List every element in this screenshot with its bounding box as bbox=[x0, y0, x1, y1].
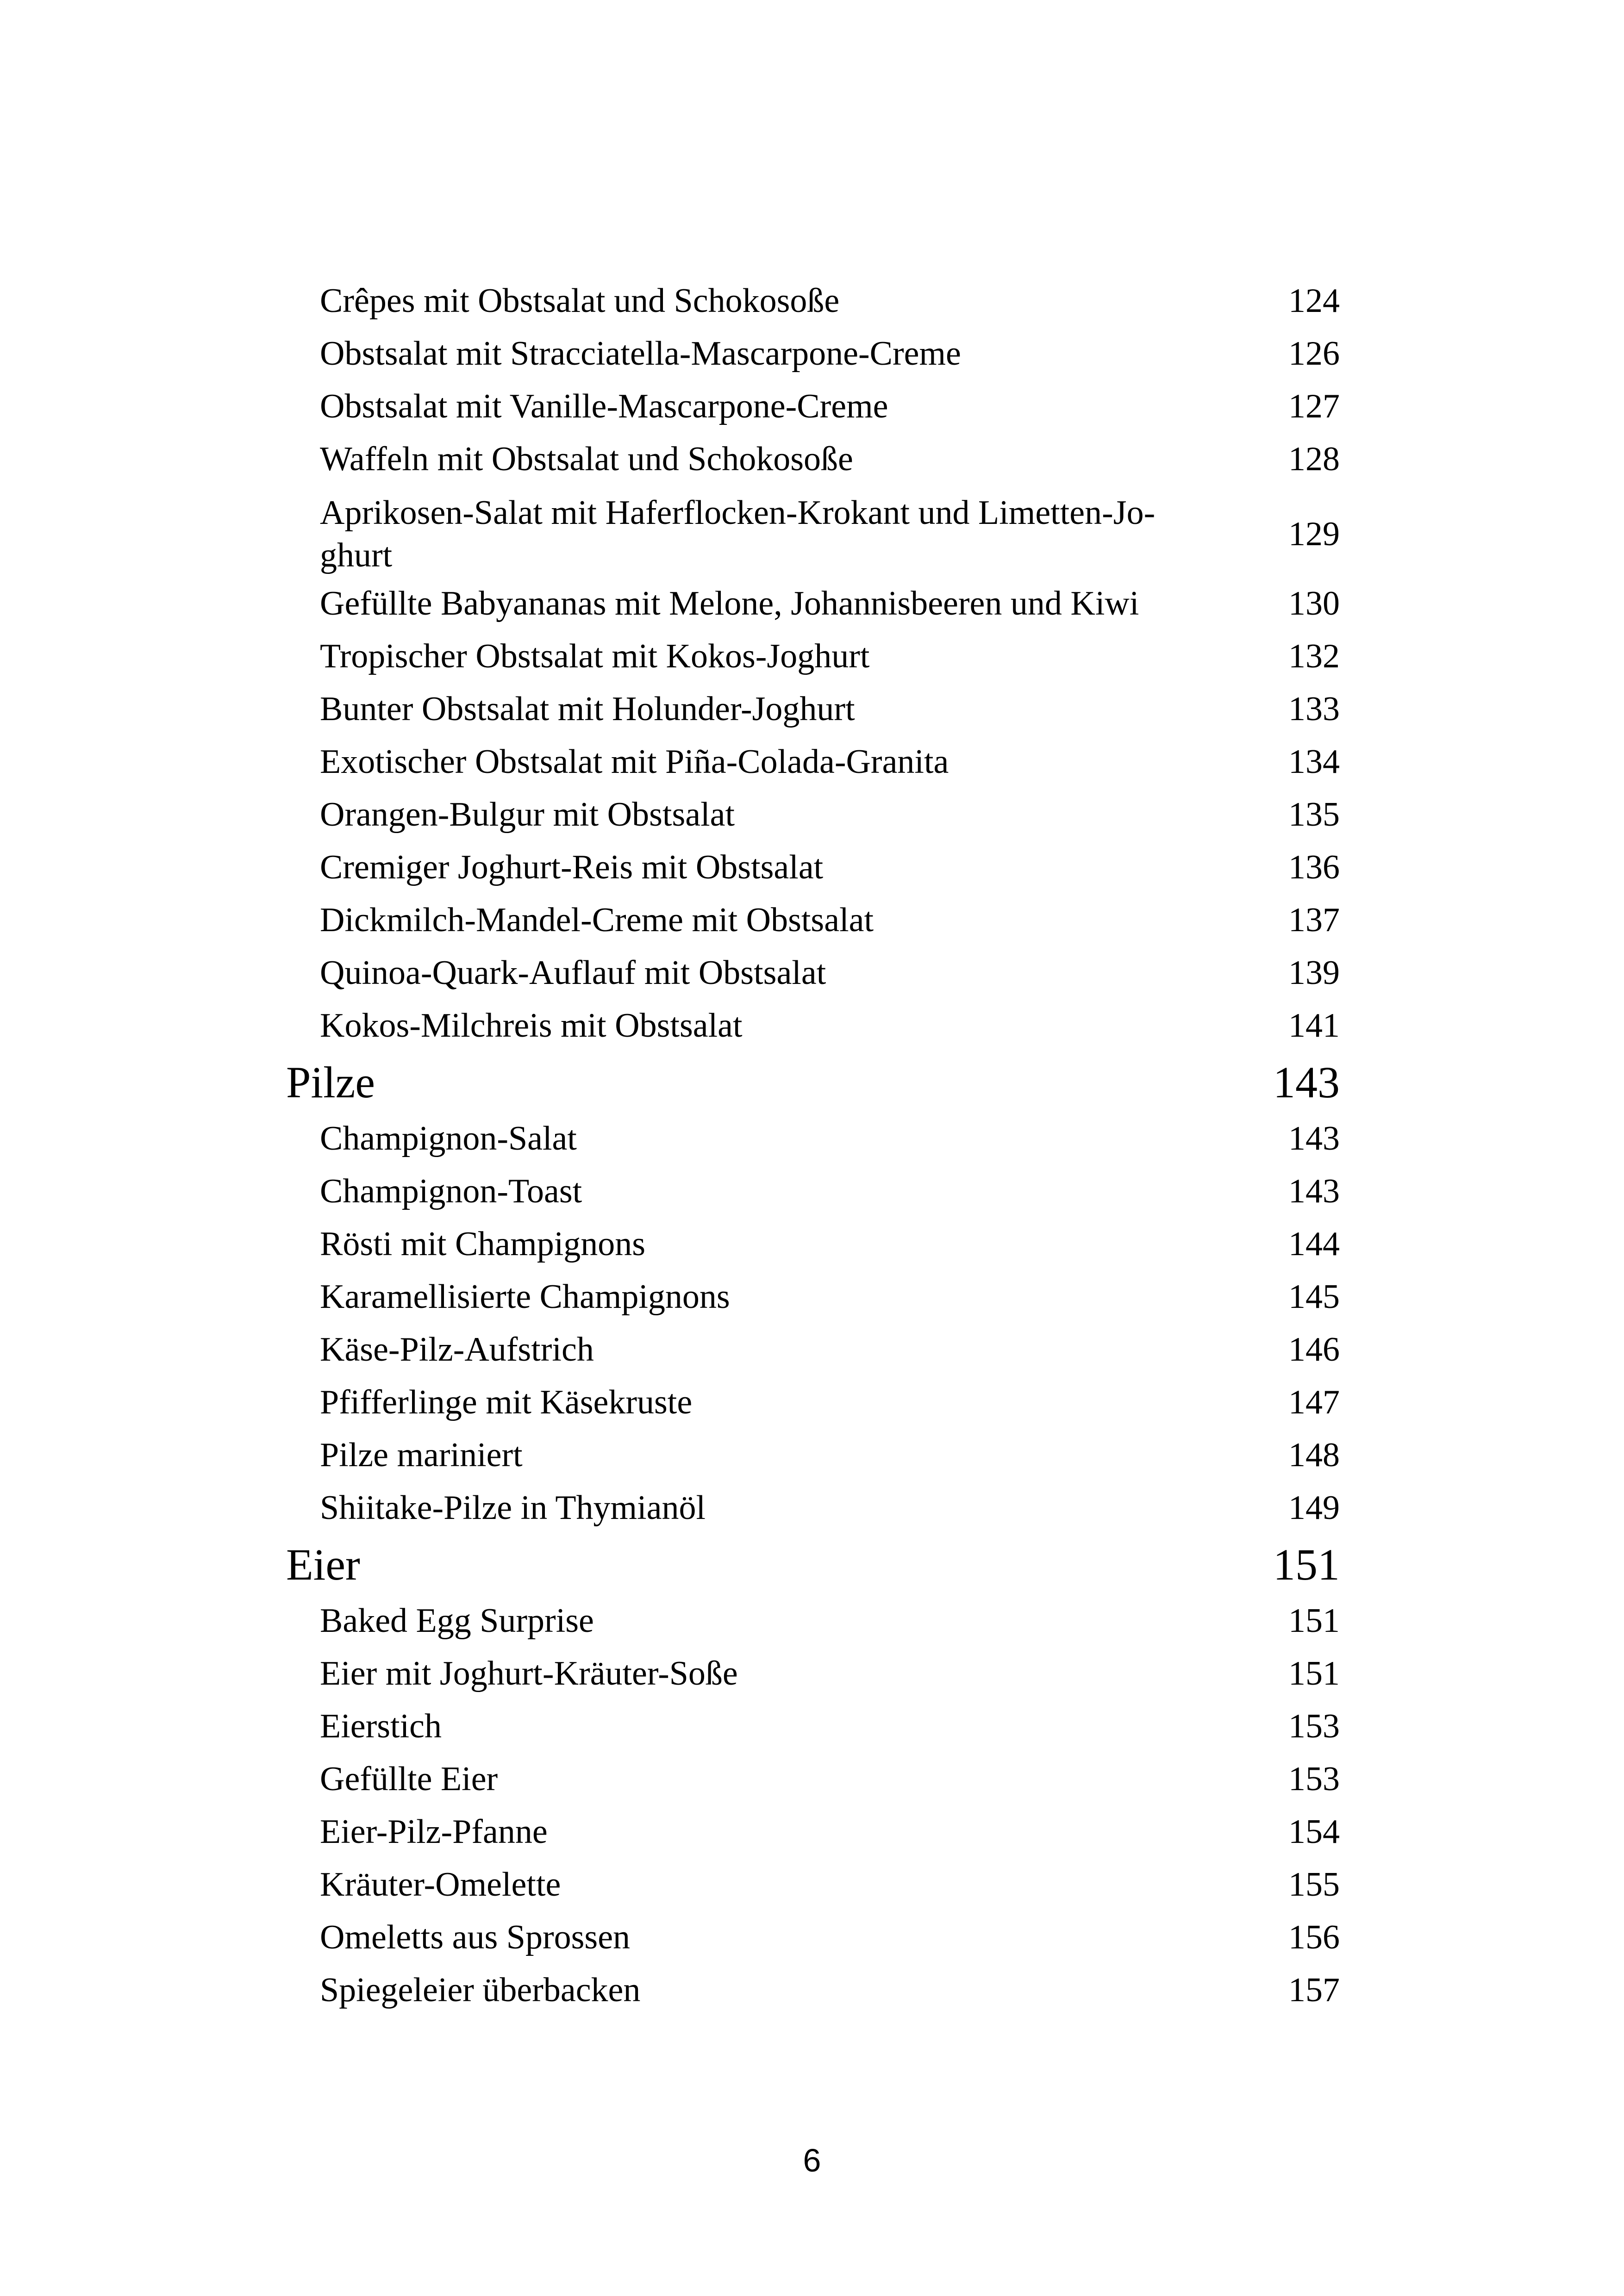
page-ref: 148 bbox=[1288, 1436, 1340, 1474]
toc-entry bbox=[0, 952, 1624, 994]
toc-entry bbox=[0, 280, 1624, 322]
entry-title: Spiegeleier überbacken bbox=[320, 1971, 641, 2009]
page-ref: 141 bbox=[1288, 1007, 1340, 1045]
page-ref: 143 bbox=[1288, 1172, 1340, 1210]
entry-title: Champignon-Toast bbox=[320, 1172, 582, 1210]
entry-title: Obstsalat mit Stracciatella-Mascarpone-Creme bbox=[320, 335, 961, 373]
toc-entry bbox=[0, 1004, 1624, 1047]
toc-entry bbox=[0, 1652, 1624, 1695]
entry-title: Eier-Pilz-Pfanne bbox=[320, 1813, 548, 1851]
entry-title: Dickmilch-Mandel-Creme mit Obstsalat bbox=[320, 901, 874, 939]
page-number: 6 bbox=[803, 2142, 821, 2178]
entry-title: Eierstich bbox=[320, 1707, 442, 1745]
entry-title: Tropischer Obstsalat mit Kokos-Joghurt bbox=[320, 637, 870, 675]
page-ref: 155 bbox=[1288, 1866, 1340, 1904]
entry-title: Pilze mariniert bbox=[320, 1436, 523, 1474]
section-title: Eier bbox=[286, 1540, 360, 1589]
toc-entry bbox=[0, 438, 1624, 480]
toc-entry bbox=[0, 1434, 1624, 1476]
entry-title: Kräuter-Omelette bbox=[320, 1866, 561, 1904]
toc-entry bbox=[0, 1969, 1624, 2011]
entry-title: Baked Egg Surprise bbox=[320, 1602, 594, 1640]
toc-entry bbox=[0, 688, 1624, 730]
page-ref: 151 bbox=[1288, 1602, 1340, 1640]
page-ref: 157 bbox=[1288, 1971, 1340, 2009]
entry-title: Kokos-Milchreis mit Obstsalat bbox=[320, 1007, 743, 1045]
page-ref: 124 bbox=[1288, 282, 1340, 320]
page-ref: 127 bbox=[1288, 387, 1340, 425]
entry-title: Waffeln mit Obstsalat und Schokosoße bbox=[320, 440, 853, 478]
toc-entry bbox=[0, 582, 1624, 625]
entry-title: Shiitake-Pilze in Thymianöl bbox=[320, 1489, 706, 1527]
toc-entry bbox=[0, 1863, 1624, 1906]
entry-title: Eier mit Joghurt-Kräuter-Soße bbox=[320, 1655, 738, 1692]
entry-title: Orangen-Bulgur mit Obstsalat bbox=[320, 796, 735, 834]
toc-entry bbox=[0, 635, 1624, 678]
entry-title: Exotischer Obstsalat mit Piña-Colada-Granita bbox=[320, 743, 949, 781]
page-ref: 151 bbox=[1288, 1655, 1340, 1692]
entry-title: Gefüllte Babyananas mit Melone, Johannisbeeren und Kiwi bbox=[320, 585, 1139, 622]
page-ref: 133 bbox=[1288, 690, 1340, 728]
toc-entry bbox=[0, 1705, 1624, 1748]
page-ref: 145 bbox=[1288, 1278, 1340, 1316]
page-ref: 139 bbox=[1288, 954, 1340, 992]
entry-title: Obstsalat mit Vanille-Mascarpone-Creme bbox=[320, 387, 888, 425]
toc-entry bbox=[0, 1916, 1624, 1959]
page-ref: 144 bbox=[1288, 1225, 1340, 1263]
page-ref: 126 bbox=[1288, 335, 1340, 373]
toc-entry bbox=[0, 740, 1624, 783]
entry-title: Karamellisierte Champignons bbox=[320, 1278, 730, 1316]
section-title: Pilze bbox=[286, 1058, 375, 1107]
toc-entry bbox=[0, 1487, 1624, 1529]
page-ref: 156 bbox=[1288, 1918, 1340, 1956]
toc-entry bbox=[0, 1170, 1624, 1213]
entry-title: Pfifferlinge mit Käsekruste bbox=[320, 1383, 693, 1421]
toc-entry bbox=[0, 1599, 1624, 1642]
page-ref: 153 bbox=[1288, 1760, 1340, 1798]
toc-section-heading bbox=[0, 1539, 1624, 1590]
entry-title: Aprikosen-Salat mit Haferflocken-Krokant und Limetten-Jo- ghurt bbox=[320, 494, 1156, 574]
entry-title: Cremiger Joghurt-Reis mit Obstsalat bbox=[320, 848, 824, 886]
page-ref: 136 bbox=[1288, 848, 1340, 886]
toc-entry bbox=[0, 1811, 1624, 1853]
toc-entry bbox=[0, 1758, 1624, 1800]
toc-entry bbox=[0, 899, 1624, 941]
entry-title: Gefüllte Eier bbox=[320, 1760, 498, 1798]
page-ref: 137 bbox=[1288, 901, 1340, 939]
entry-title: Rösti mit Champignons bbox=[320, 1225, 646, 1263]
page-ref: 149 bbox=[1288, 1489, 1340, 1527]
entry-title: Champignon-Salat bbox=[320, 1120, 577, 1157]
page-ref: 143 bbox=[1288, 1120, 1340, 1157]
page-ref: 143 bbox=[1273, 1058, 1340, 1107]
entry-title: Bunter Obstsalat mit Holunder-Joghurt bbox=[320, 690, 855, 728]
page-ref: 154 bbox=[1288, 1813, 1340, 1851]
entry-title: Omeletts aus Sprossen bbox=[320, 1918, 631, 1956]
toc-entry bbox=[0, 793, 1624, 836]
toc-section-heading bbox=[0, 1057, 1624, 1108]
page-ref: 128 bbox=[1288, 440, 1340, 478]
toc-entry bbox=[0, 1223, 1624, 1265]
page-ref: 146 bbox=[1288, 1331, 1340, 1369]
toc-entry bbox=[0, 1328, 1624, 1371]
page-ref: 129 bbox=[1288, 515, 1340, 553]
page-ref: 130 bbox=[1288, 585, 1340, 622]
page-ref: 147 bbox=[1288, 1383, 1340, 1421]
page-ref: 151 bbox=[1273, 1540, 1340, 1589]
page-ref: 153 bbox=[1288, 1707, 1340, 1745]
toc-entry bbox=[0, 846, 1624, 889]
page-ref: 135 bbox=[1288, 796, 1340, 834]
toc-entry bbox=[0, 332, 1624, 375]
toc-entry bbox=[0, 385, 1624, 428]
entry-title: Käse-Pilz-Aufstrich bbox=[320, 1331, 594, 1369]
toc-entry bbox=[0, 492, 1624, 577]
entry-title: Crêpes mit Obstsalat und Schokosoße bbox=[320, 282, 840, 320]
page-ref: 132 bbox=[1288, 637, 1340, 675]
entry-title: Quinoa-Quark-Auflauf mit Obstsalat bbox=[320, 954, 826, 992]
toc-entry bbox=[0, 1117, 1624, 1160]
toc-entry bbox=[0, 1381, 1624, 1424]
toc-entry bbox=[0, 1276, 1624, 1318]
page-ref: 134 bbox=[1288, 743, 1340, 781]
